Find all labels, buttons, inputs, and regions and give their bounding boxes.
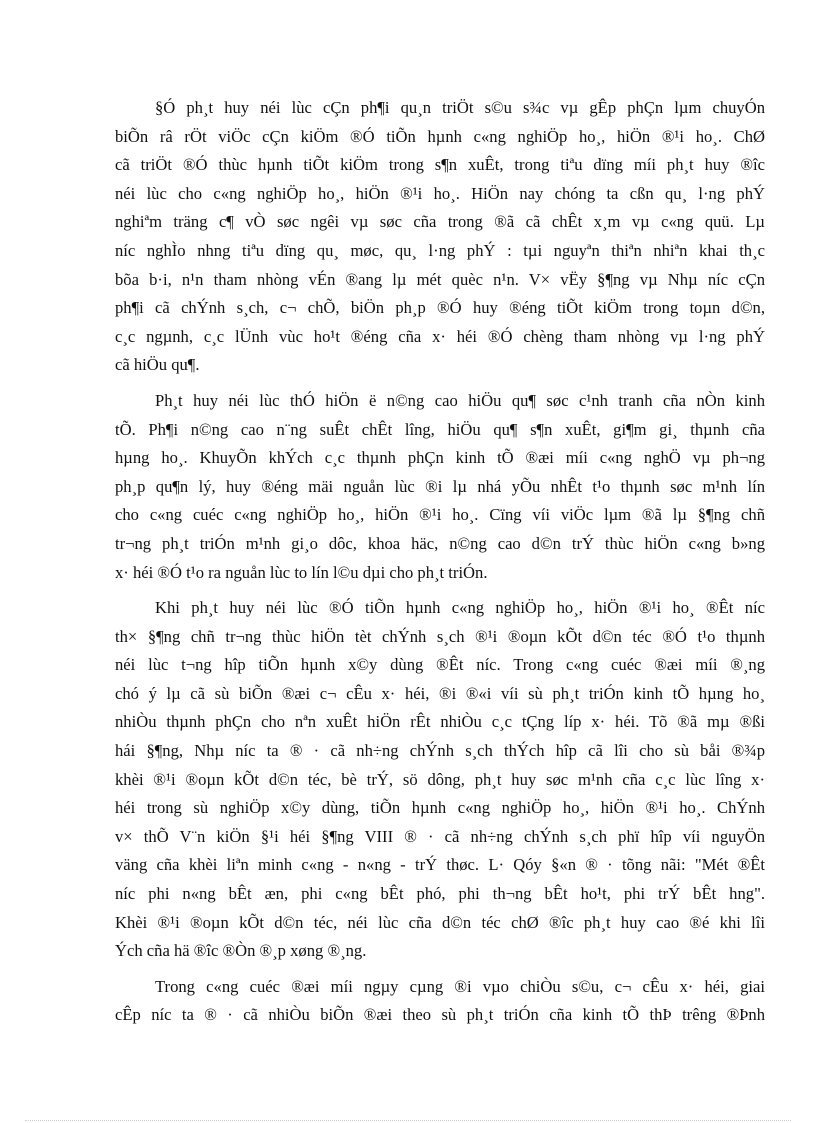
text-line: tÕ. Ph¶i n©ng cao n¨ng suÊt chÊt lîng, hiÖu qu¶ s¶n xuÊt, gi¶m gi¸ thµnh cña	[115, 419, 765, 439]
text-line: tr¬ng ph¸t triÓn m¹nh gi¸o dôc, khoa häc, n©ng cao d©n trÝ thùc hiÖn c«ng b»ng	[115, 533, 765, 553]
text-line: héi trong sù nghiÖp x©y dùng, tiÕn hµnh c«ng nghiÖp ho¸, hiÖn ®¹i ho¸. ChÝnh	[115, 798, 765, 818]
text-line: cã hiÖu qu¶.	[115, 355, 200, 375]
text-line: Khi ph¸t huy néi lùc ®Ó tiÕn hµnh c«ng nghiÖp ho¸, hiÖn ®¹i ho¸ ®Êt níc	[155, 598, 765, 618]
text-line: cã triÖt ®Ó thùc hµnh tiÕt kiÖm trong s¶n xuÊt, trong tiªu dïng míi ph¸t huy ®îc	[115, 155, 765, 175]
page-bottom-divider	[25, 1120, 791, 1121]
text-line: biÕn râ rÖt viÖc cÇn kiÖm ®Ó tiÕn hµnh c«ng nghiÖp ho¸, hiÖn ®¹i ho¸. ChØ	[115, 126, 765, 146]
text-line: cho c«ng cuéc c«ng nghiÖp ho¸, hiÖn ®¹i ho¸. Cïng víi viÖc lµm ®ã lµ §¶ng chñ	[115, 505, 765, 525]
text-line: ph¶i cã chÝnh s¸ch, c¬ chÕ, biÖn ph¸p ®Ó huy ®éng tiÕt kiÖm trong toµn d©n,	[115, 298, 765, 318]
text-line: x· héi ®Ó t¹o ra nguån lùc to lín l©u dµi cho ph¸t triÓn.	[115, 562, 488, 582]
text-line: hµng ho¸. KhuyÕn khÝch c¸c thµnh phÇn kinh tÕ ®æi míi c«ng nghÖ vµ ph¬ng	[115, 448, 765, 468]
paragraph-4	[115, 973, 765, 1030]
text-line: c¸c ngµnh, c¸c lÜnh vùc ho¹t ®éng cña x· héi ®Ó chèng tham nhòng vµ l·ng phÝ	[115, 326, 765, 346]
document-body	[115, 94, 765, 1030]
text-line: néi lùc t¬ng hîp tiÕn hµnh x©y dùng ®Êt níc. Trong c«ng cuéc ®æi míi ®¸ng	[115, 655, 765, 675]
text-line: th× §¶ng chñ tr¬ng thùc hiÖn tèt chÝnh s¸ch ®¹i ®oµn kÕt d©n téc ®Ó t¹o thµnh	[115, 626, 765, 646]
text-line: Ých cña hä ®îc ®Òn ®¸p xøng ®¸ng.	[115, 941, 367, 961]
text-line: ph¸p qu¶n lý, huy ®éng mäi nguån lùc ®i lµ nhá yÕu nhÊt t¹o thµnh søc m¹nh lín	[115, 476, 765, 496]
text-line: Trong c«ng cuéc ®æi míi ngµy cµng ®i vµo chiÒu s©u, c¬ cÊu x· héi, giai	[155, 976, 765, 996]
text-line: chó ý lµ cã sù biÕn ®æi c¬ cÊu x· héi, ®i ®«i víi sù ph¸t triÓn kinh tÕ hµng ho¸	[115, 683, 765, 703]
text-line: níc phi n«ng bÊt æn, phi c«ng bÊt phó, phi th¬ng bÊt ho¹t, phi trÝ bÊt hng".	[115, 884, 765, 904]
text-line: Khèi ®¹i ®oµn kÕt d©n téc, néi lùc cña d©n téc chØ ®îc ph¸t huy cao ®é khi lîi	[115, 912, 765, 932]
text-line: cÊp níc ta ® · cã nhiÒu biÕn ®æi theo sù ph¸t triÓn cña kinh tÕ thÞ trêng ®Þnh	[115, 1005, 765, 1025]
text-line: väng cña khèi liªn minh c«ng - n«ng - trÝ thøc. L· Qóy §«n ® · tõng nãi: "Mét ®Êt	[115, 855, 765, 875]
paragraph-3	[115, 594, 765, 966]
paragraph-1	[115, 94, 765, 380]
text-line: nhiÒu thµnh phÇn cho nªn xuÊt hiÖn rÊt nhiÒu c¸c tÇng líp x· héi. Tõ ®ã mµ ®ßi	[115, 712, 765, 732]
text-line: hái §¶ng, Nhµ níc ta ® · cã nh÷ng chÝnh s¸ch thÝch hîp cã lîi cho sù båi ®¾p	[115, 741, 765, 761]
text-line: néi lùc cho c«ng nghiÖp ho¸, hiÖn ®¹i ho¸. HiÖn nay chóng ta cßn qu¸ l·ng phÝ	[115, 183, 765, 203]
text-line: §Ó ph¸t huy néi lùc cÇn ph¶i qu¸n triÖt s©u s¾c vµ gÊp phÇn lµm chuyÓn	[155, 98, 765, 117]
text-line: Ph¸t huy néi lùc thÓ hiÖn ë n©ng cao hiÖu qu¶ søc c¹nh tranh cña nÒn kinh	[155, 390, 765, 410]
text-line: nghiªm träng c¶ vÒ søc ngêi vµ søc cña trong ®ã cã chÊt x¸m vµ c«ng quü. Lµ	[115, 212, 765, 232]
paragraph-2	[115, 387, 765, 587]
text-line: khèi ®¹i ®oµn kÕt d©n téc, bè trÝ, sö dông, ph¸t huy søc m¹nh cña c¸c lùc lîng x·	[115, 769, 765, 789]
text-line: níc nghÌo nhng tiªu dïng qu¸ møc, qu¸ l·ng phÝ : tµi nguyªn thiªn nhiªn khai th¸c	[115, 240, 765, 260]
text-line: v× thÕ V¨n kiÖn §¹i héi §¶ng VIII ® · cã nh÷ng chÝnh s¸ch phï hîp víi nguyÖn	[115, 826, 765, 846]
text-line: bõa b·i, n¹n tham nhòng vÉn ®ang lµ mét quèc n¹n. V× vËy §¶ng vµ Nhµ níc cÇn	[115, 269, 765, 289]
